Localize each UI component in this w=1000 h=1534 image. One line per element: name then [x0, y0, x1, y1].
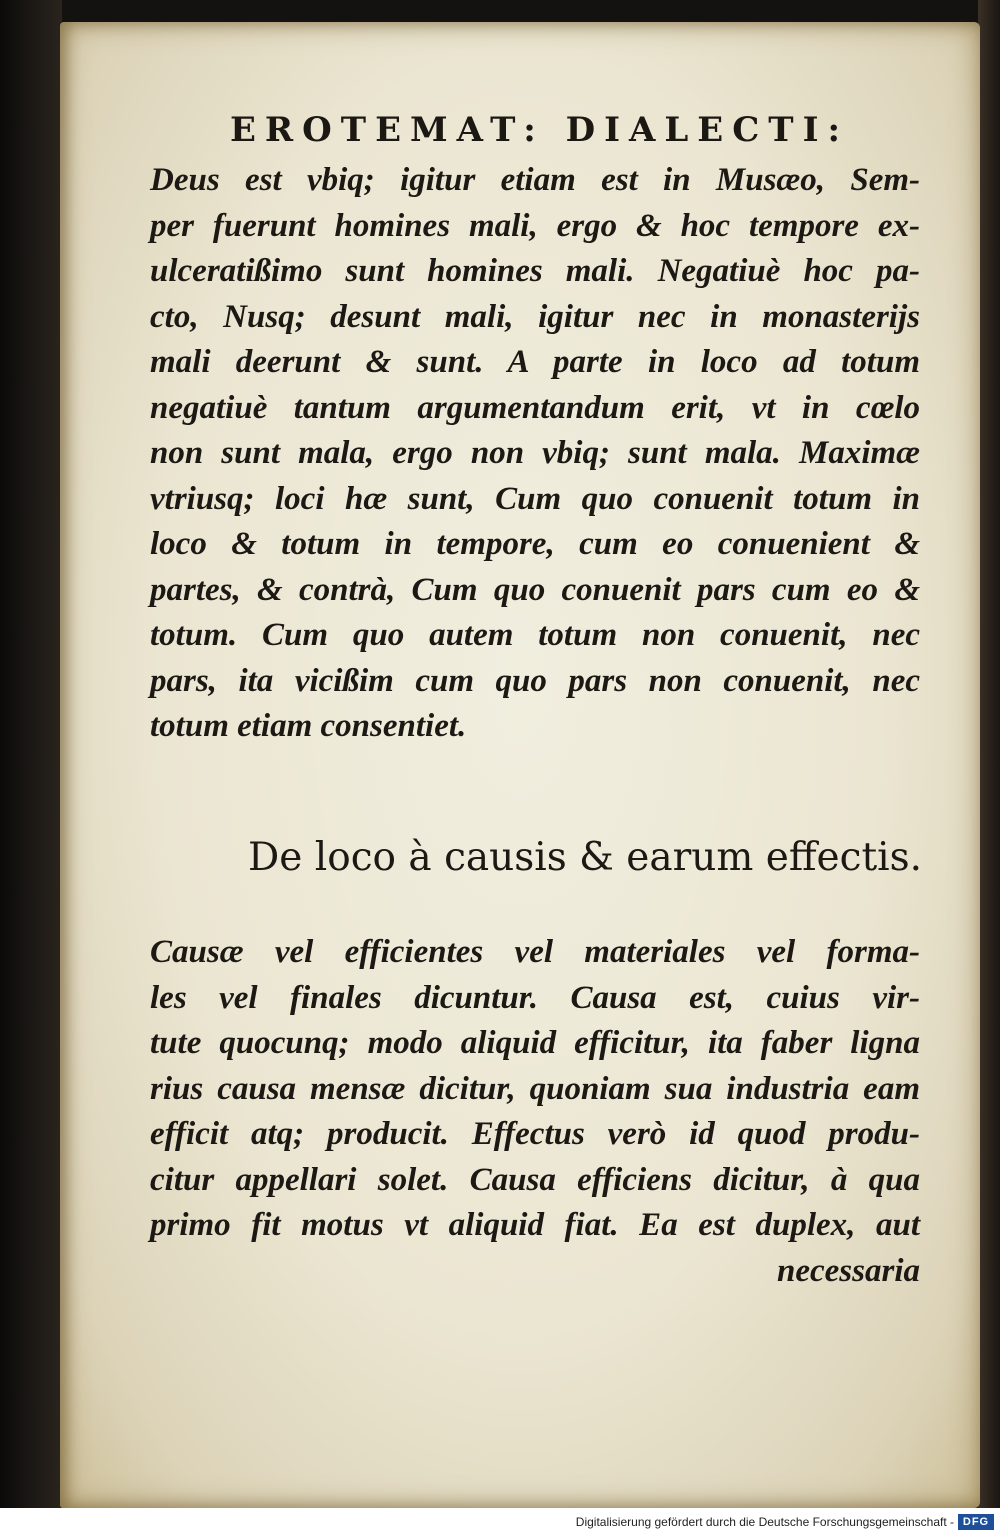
running-head: EROTEMAT: DIALECTI:: [230, 110, 850, 150]
text-line: totum etiam consentiet.: [150, 708, 467, 744]
text-line: ulceratißimo sunt homines mali. Negatiuè hoc pa-: [150, 253, 920, 289]
catchword: necessaria: [777, 1252, 920, 1289]
text-line: totum. Cum quo autem totum non conuenit, nec: [150, 617, 920, 653]
text-line: Causæ vel efficientes vel materiales vel forma-: [150, 934, 920, 970]
section-heading: De loco à causis & earum effectis.: [248, 835, 923, 880]
text-line: efficit atq; producit. Effectus verò id quod produ-: [150, 1116, 920, 1152]
text-line: primo fit motus vt aliquid fiat. Ea est duplex, aut: [150, 1207, 920, 1243]
book-binding-left: [0, 0, 62, 1534]
text-line: rius causa mensæ dicitur, quoniam sua industria eam: [150, 1070, 920, 1107]
text-line: per fuerunt homines mali, ergo & hoc tempore ex-: [150, 207, 920, 244]
funding-credit: Digitalisierung gefördert durch die Deutsche Forschungsgemeinschaft -: [575, 1515, 954, 1529]
text-line: non sunt mala, ergo non vbiq; sunt mala. Maximæ: [150, 435, 920, 471]
text-line: pars, ita vicißim cum quo pars non conuenit, nec: [150, 662, 920, 699]
text-line: vtriusq; loci hæ sunt, Cum quo conuenit totum in: [150, 480, 920, 517]
paragraph-2: [150, 930, 920, 1294]
text-line: tute quocunq; modo aliquid efficitur, ita faber ligna: [150, 1025, 920, 1061]
text-line: les vel finales dicuntur. Causa est, cuius vir-: [150, 979, 920, 1016]
text-line: citur appellari solet. Causa efficiens dicitur, à qua: [150, 1161, 920, 1198]
text-line: loco & totum in tempore, cum eo conuenient &: [150, 526, 920, 562]
text-line: cto, Nusq; desunt mali, igitur nec in monasterijs: [150, 298, 920, 335]
text-line: mali deerunt & sunt. A parte in loco ad totum: [150, 344, 920, 380]
text-line: partes, & contrà, Cum quo conuenit pars cum eo &: [150, 571, 920, 608]
dfg-logo-icon: DFG: [958, 1514, 994, 1530]
text-line: Deus est vbiq; igitur etiam est in Musæo, Sem-: [150, 162, 920, 198]
text-line: negatiuè tantum argumentandum erit, vt in cœlo: [150, 389, 920, 426]
paragraph-1: [150, 158, 920, 750]
book-binding-right: [978, 0, 1000, 1534]
